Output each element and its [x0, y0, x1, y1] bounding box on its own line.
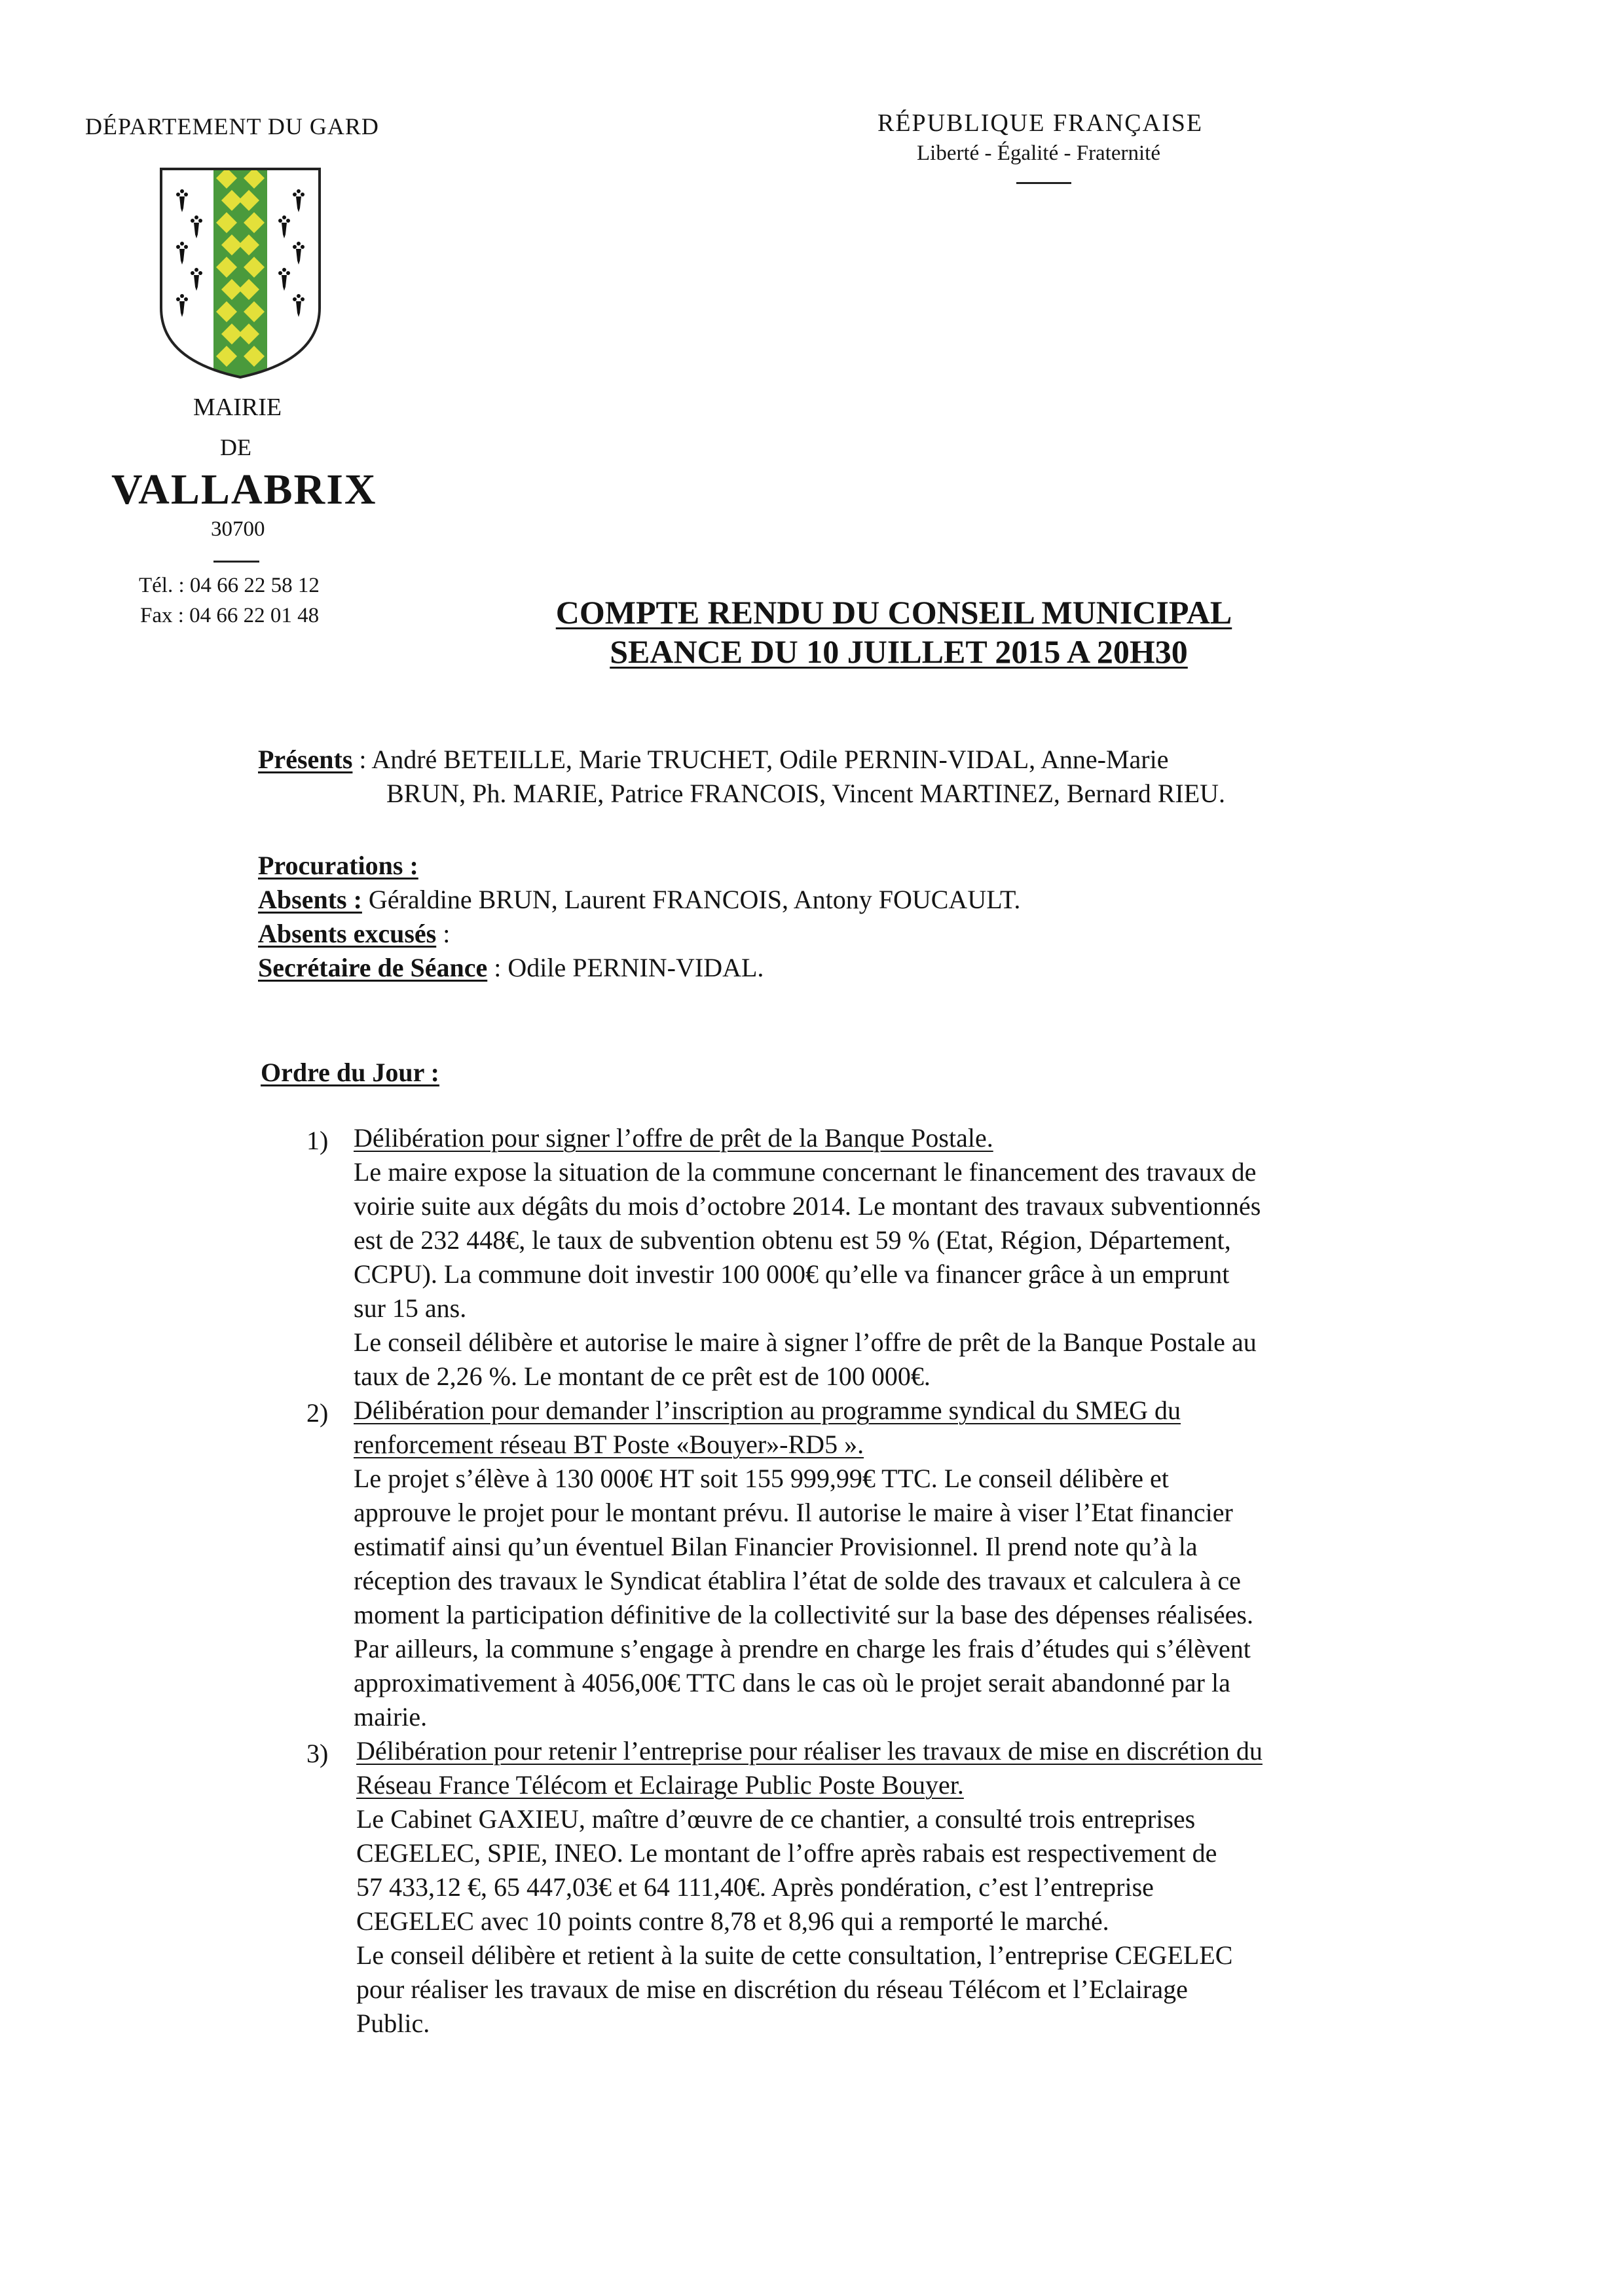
item-title: Délibération pour signer l’offre de prêt de la Banque Postale. [354, 1123, 993, 1153]
item-body-line: Public. [356, 2009, 430, 2038]
item-body-line: Le maire expose la situation de la commune concernant le financement des travaux de [354, 1157, 1257, 1187]
presents-row [258, 744, 1168, 775]
item-title: renforcement réseau BT Poste «Bouyer»-RD5 ». [354, 1430, 864, 1459]
item-body-line: Le Cabinet GAXIEU, maître d’œuvre de ce chantier, a consulté trois entreprises [356, 1804, 1196, 1834]
item-title: Délibération pour demander l’inscription au programme syndical du SMEG du [354, 1396, 1181, 1425]
secretaire-value: : Odile PERNIN-VIDAL. [487, 953, 764, 982]
excuses-label: Absents excusés [258, 919, 437, 948]
agenda-heading-label: Ordre du Jour : [261, 1058, 439, 1087]
excuses-row [258, 918, 450, 949]
coat-of-arms [156, 164, 325, 381]
secretaire-label: Secrétaire de Séance [258, 953, 488, 982]
presents-value: : André BETEILLE, Marie TRUCHET, Odile PERNIN-VIDAL, Anne-Marie [352, 745, 1169, 774]
item-body-line: approximativement à 4056,00€ TTC dans le cas où le projet serait abandonné par la [354, 1668, 1230, 1697]
item-body-line: moment la participation définitive de la collectivité sur la base des dépenses réalisées. [354, 1600, 1253, 1629]
item-body-line: pour réaliser les travaux de mise en discrétion du réseau Télécom et l’Eclairage [356, 1974, 1188, 2004]
excuses-value: : [436, 919, 451, 948]
item-body-line: estimatif ainsi qu’un éventuel Bilan Financier Provisionnel. Il prend note qu’à la [354, 1532, 1198, 1561]
presents-label: Présents [258, 745, 353, 774]
item-body-line: Par ailleurs, la commune s’engage à prendre en charge les frais d’études qui s’élèvent [354, 1634, 1251, 1663]
agenda-heading [261, 1057, 439, 1088]
item-body-line: voirie suite aux dégâts du mois d’octobre 2014. Le montant des travaux subventionnés [354, 1191, 1261, 1221]
item-title: Délibération pour retenir l’entreprise pour réaliser les travaux de mise en discrétion du [356, 1736, 1263, 1766]
town-name: VALLABRIX [111, 466, 377, 513]
item-number: 2) [306, 1398, 329, 1428]
secretaire-row [258, 952, 764, 983]
document-title: COMPTE RENDU DU CONSEIL MUNICIPAL [555, 594, 1232, 631]
procurations-label: Procurations : [258, 851, 418, 880]
item-body-line: mairie. [354, 1702, 428, 1731]
item-title: Réseau France Télécom et Eclairage Public Poste Bouyer. [356, 1770, 964, 1800]
presents-continued: BRUN, Ph. MARIE, Patrice FRANCOIS, Vincent MARTINEZ, Bernard RIEU. [386, 779, 1226, 808]
item-body-line: CCPU). La commune doit investir 100 000€ qu’elle va financer grâce à un emprunt [354, 1259, 1230, 1289]
absents-value: Géraldine BRUN, Laurent FRANCOIS, Antony FOUCAULT. [361, 885, 1021, 914]
item-body-line: sur 15 ans. [354, 1293, 467, 1323]
item-body-line: 57 433,12 €, 65 447,03€ et 64 111,40€. Après pondération, c’est l’entreprise [356, 1872, 1154, 1902]
republic-name: RÉPUBLIQUE FRANÇAISE [877, 109, 1204, 137]
item-number: 1) [306, 1126, 329, 1155]
item-body-line: Le conseil délibère et retient à la suite de cette consultation, l’entreprise CEGELEC [356, 1940, 1233, 1970]
republic-motto: Liberté - Égalité - Fraternité [917, 141, 1160, 165]
department-name: DÉPARTEMENT DU GARD [85, 113, 379, 139]
item-body-line: Le conseil délibère et autorise le maire à signer l’offre de prêt de la Banque Postale au [354, 1327, 1257, 1357]
item-body-line: Le projet s’élève à 130 000€ HT soit 155 999,99€ TTC. Le conseil délibère et [354, 1464, 1169, 1493]
divider [1016, 182, 1071, 184]
document-subtitle: SEANCE DU 10 JUILLET 2015 A 20H30 [610, 633, 1188, 670]
absents-label: Absents : [258, 885, 362, 914]
de-label: DE [220, 434, 251, 460]
postcode: 30700 [211, 517, 265, 541]
divider [213, 561, 259, 563]
item-number: 3) [306, 1739, 329, 1768]
mairie-label: MAIRIE [193, 394, 282, 421]
telephone: Tél. : 04 66 22 58 12 [139, 574, 320, 597]
item-body-line: approuve le projet pour le montant prévu. Il autorise le maire à viser l’Etat financier [354, 1498, 1233, 1527]
item-body-line: taux de 2,26 %. Le montant de ce prêt est de 100 000€. [354, 1361, 931, 1391]
absents-row [258, 884, 1020, 915]
item-body-line: réception des travaux le Syndicat établira l’état de solde des travaux et calculera à ce [354, 1566, 1241, 1595]
item-body-line: est de 232 448€, le taux de subvention obtenu est 59 % (Etat, Région, Département, [354, 1225, 1231, 1255]
procurations-row [258, 850, 418, 881]
item-body-line: CEGELEC, SPIE, INEO. Le montant de l’offre après rabais est respectivement de [356, 1838, 1217, 1868]
fax: Fax : 04 66 22 01 48 [140, 604, 320, 627]
item-body-line: CEGELEC avec 10 points contre 8,78 et 8,96 qui a remporté le marché. [356, 1906, 1109, 1936]
